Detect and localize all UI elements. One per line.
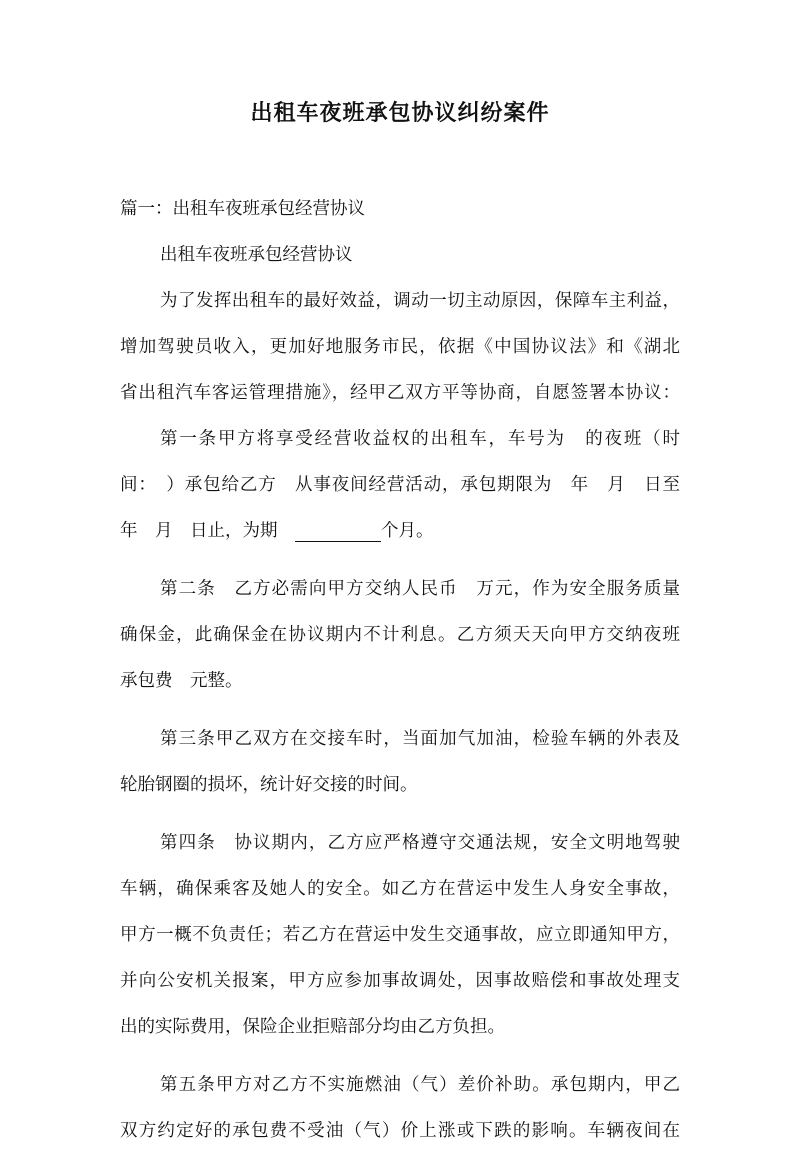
paragraph-line bbox=[120, 508, 680, 554]
paragraph-line: 车辆，确保乘客及她人的安全。如乙方在营运中发生人身安全事故， bbox=[120, 879, 680, 899]
article-3-paragraph bbox=[120, 716, 680, 808]
paragraph-line: 省出租汽车客运管理措施》，经甲乙双方平等协商，自愿签署本协议： bbox=[120, 383, 680, 403]
paragraph-line: 第四条 协议期内，乙方应严格遵守交通法规，安全文明地驾驶 bbox=[160, 833, 680, 853]
section-heading: 篇一：出租车夜班承包经营协议 bbox=[120, 199, 365, 219]
paragraph-line: 第五条甲方对乙方不实施燃油（气）差价补助。承包期内，甲乙 bbox=[160, 1075, 680, 1095]
document-body bbox=[120, 186, 680, 1154]
article-4-paragraph bbox=[120, 820, 680, 1050]
paragraph-line: 甲方一概不负责任；若乙方在营运中发生交通事故，应立即通知甲方， bbox=[120, 925, 680, 945]
paragraph-line: 双方约定好的承包费不受油（气）价上涨或下跌的影响。车辆夜间在 bbox=[120, 1121, 680, 1141]
term-unit-text: 个月。 bbox=[381, 521, 434, 541]
agreement-subheading: 出租车夜班承包经营协议 bbox=[160, 245, 353, 265]
paragraph-line: 间： ）承包给乙方 从事夜间经营活动，承包期限为 年 月 日至 bbox=[120, 475, 680, 495]
paragraph-line: 并向公安机关报案，甲方应参加事故调处，因事故赔偿和事故处理支 bbox=[120, 971, 680, 991]
paragraph-line: 出的实际费用，保险企业拒赔部分均由乙方负担。 bbox=[120, 1017, 505, 1037]
paragraph-line: 第一条甲方将享受经营收益权的出租车，车号为 的夜班（时 bbox=[160, 429, 680, 449]
article-2-paragraph bbox=[120, 566, 680, 704]
intro-paragraph bbox=[120, 278, 680, 416]
paragraph-line: 第三条甲乙双方在交接车时，当面加气加油，检验车辆的外表及 bbox=[160, 729, 680, 749]
article-5-paragraph bbox=[120, 1062, 680, 1154]
paragraph-line: 为了发挥出租车的最好效益，调动一切主动原因，保障车主利益， bbox=[160, 291, 680, 311]
fill-in-blank bbox=[295, 521, 381, 542]
paragraph-line: 承包费 元整。 bbox=[120, 671, 243, 691]
paragraph-line: 增加驾驶员收入，更加好地服务市民，依据《中国协议法》和《湖北 bbox=[120, 337, 680, 357]
paragraph-line: 第二条 乙方必需向甲方交纳人民币 万元，作为安全服务质量 bbox=[160, 579, 680, 599]
article-1-paragraph bbox=[120, 416, 680, 554]
document-title: 出租车夜班承包协议纠纷案件 bbox=[250, 100, 550, 126]
paragraph-line: 确保金，此确保金在协议期内不计利息。乙方须天天向甲方交纳夜班 bbox=[120, 625, 680, 645]
paragraph-line: 轮胎钢圈的损坏，统计好交接的时间。 bbox=[120, 775, 418, 795]
term-text: 年 月 日止，为期 bbox=[120, 521, 295, 541]
